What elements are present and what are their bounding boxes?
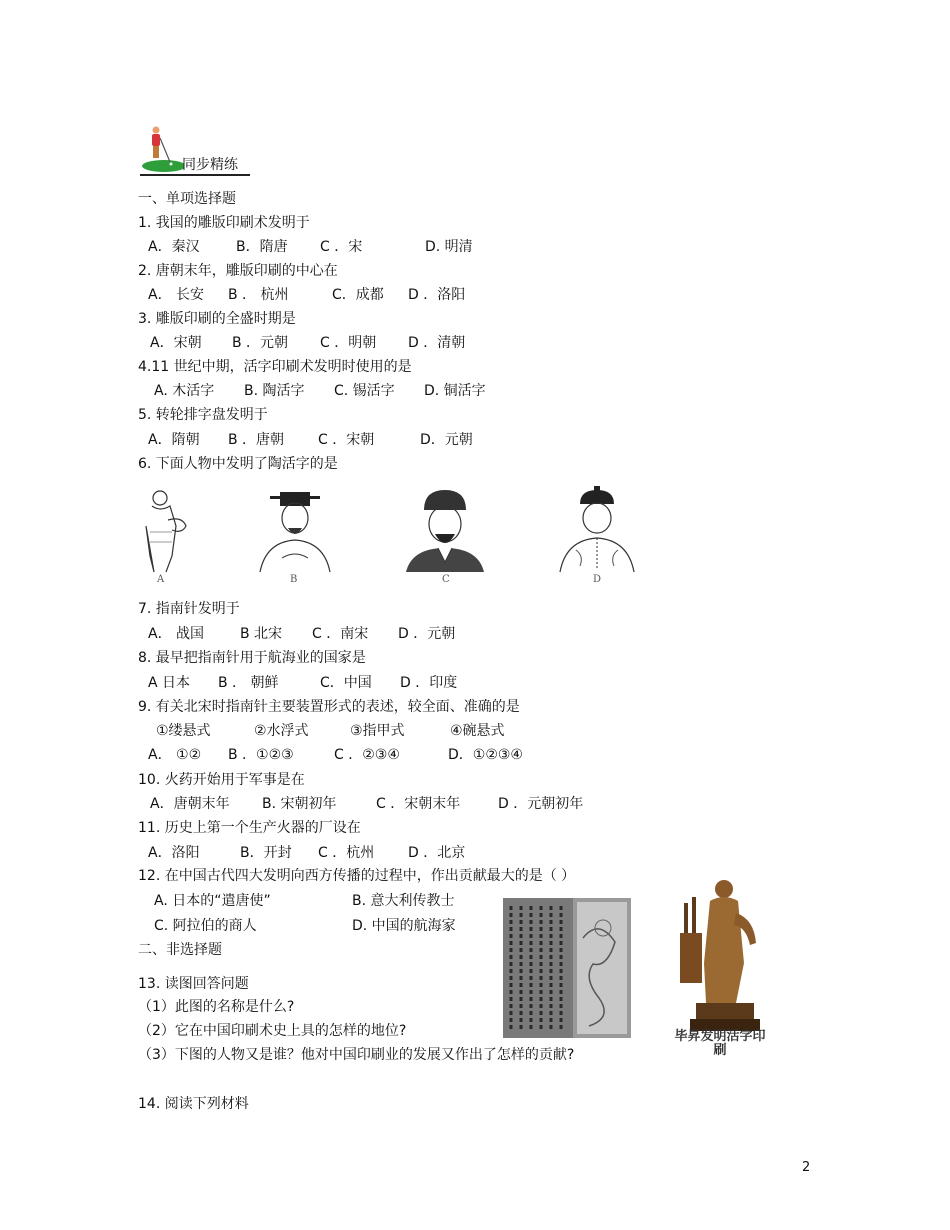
question-13: 13. 读图回答问题 [138,976,249,992]
section-header-label: 同步精练 [182,157,238,173]
option: A． 长安 [148,287,205,303]
question-10: 10. 火药开始用于军事是在 [138,772,305,788]
option: A．唐朝末年 [150,796,230,812]
option: D ．洛阳 [408,287,466,303]
option: C. 锡活字 [334,383,395,399]
option: A． ①② [148,747,202,763]
section-non-choice-title: 二、非选择题 [138,942,222,958]
question-9: 9. 有关北宋时指南针主要装置形式的表述，较全面、准确的是 [138,699,520,715]
question-8: 8. 最早把指南针用于航海业的国家是 [138,650,366,666]
option: C ．宋朝末年 [376,796,461,812]
question-13-sub-1: （1）此图的名称是什么? [138,999,295,1015]
option: B ．元朝 [232,335,289,351]
option: B. 宋朝初年 [262,796,337,812]
option: B．隋唐 [236,239,288,255]
statement: ①缕悬式 [156,723,211,739]
statue-caption: 毕昇发明活字印刷 [674,1029,766,1058]
option: A. 日本的“遣唐使” [154,893,271,909]
question-13-sub-2: （2）它在中国印刷术史上具的怎样的地位? [138,1023,407,1039]
option: C ．宋朝 [318,432,375,448]
bi-sheng-statue-image [676,873,766,1033]
golfer-icon [140,124,184,174]
option: C ．杭州 [318,845,375,861]
portrait-a-image [138,486,224,574]
question-3: 3. 雕版印刷的全盛时期是 [138,311,296,327]
option: D ．清朝 [408,335,466,351]
option: D. 中国的航海家 [352,918,456,934]
option: B ． 杭州 [228,287,289,303]
option: A． 战国 [148,626,205,642]
statement: ②水浮式 [254,723,309,739]
option: D ．元朝 [398,626,456,642]
option: D．元朝 [420,432,473,448]
question-2: 2. 唐朝末年，雕版印刷的中心在 [138,263,338,279]
portrait-d-label: D [593,574,602,585]
option: A．隋朝 [148,432,200,448]
statement: ④碗悬式 [450,723,505,739]
question-7: 7. 指南针发明于 [138,601,240,617]
portrait-a-label: A [157,574,165,585]
option: C．中国 [320,675,372,691]
option: A．宋朝 [150,335,202,351]
option: C. 阿拉伯的商人 [154,918,257,934]
question-1: 1. 我国的雕版印刷术发明于 [138,215,310,231]
page-number: 2 [802,1160,811,1175]
portrait-b-label: B [290,574,298,585]
option: D. 铜活字 [424,383,486,399]
portrait-d-image [554,486,640,574]
question-5: 5. 转轮排字盘发明于 [138,407,268,423]
option: B．开封 [240,845,292,861]
section-header [140,124,252,176]
option: B 北宋 [240,626,283,642]
question-12: 12. 在中国古代四大发明向西方传播的过程中，作出贡献最大的是（ ） [138,868,576,884]
option: A．秦汉 [148,239,200,255]
option: C ．宋 [320,239,363,255]
option: C ．②③④ [334,747,400,763]
portrait-c-label: C [442,574,450,585]
option: D ．元朝初年 [498,796,584,812]
question-4: 4.11 世纪中期，活字印刷术发明时使用的是 [138,359,412,375]
option: C ．明朝 [320,335,377,351]
option: C ．南宋 [312,626,369,642]
option: B. 陶活字 [244,383,305,399]
option: B ． 朝鲜 [218,675,279,691]
portrait-c-image [402,486,488,574]
question-13-sub-3: （3）下图的人物又是谁？他对中国印刷业的发展又作出了怎样的贡献? [138,1047,575,1063]
option: D ．印度 [400,675,458,691]
statement: ③指甲式 [350,723,405,739]
option: D ．北京 [408,845,466,861]
option: C．成都 [332,287,384,303]
option: B. 意大利传教士 [352,893,455,909]
option: A. 木活字 [154,383,215,399]
option: D. 明清 [425,239,473,255]
option: A 日本 [148,675,191,691]
question-6: 6. 下面人物中发明了陶活字的是 [138,456,338,472]
section-single-choice-title: 一、单项选择题 [138,191,236,207]
option: B ．唐朝 [228,432,285,448]
diamond-sutra-image [503,898,631,1038]
option: A．洛阳 [148,845,200,861]
header-underline [140,174,250,176]
option: D．①②③④ [448,747,523,763]
question-14: 14. 阅读下列材料 [138,1096,249,1112]
portrait-b-image [252,486,338,574]
question-11: 11. 历史上第一个生产火器的厂设在 [138,820,361,836]
option: B ．①②③ [228,747,294,763]
